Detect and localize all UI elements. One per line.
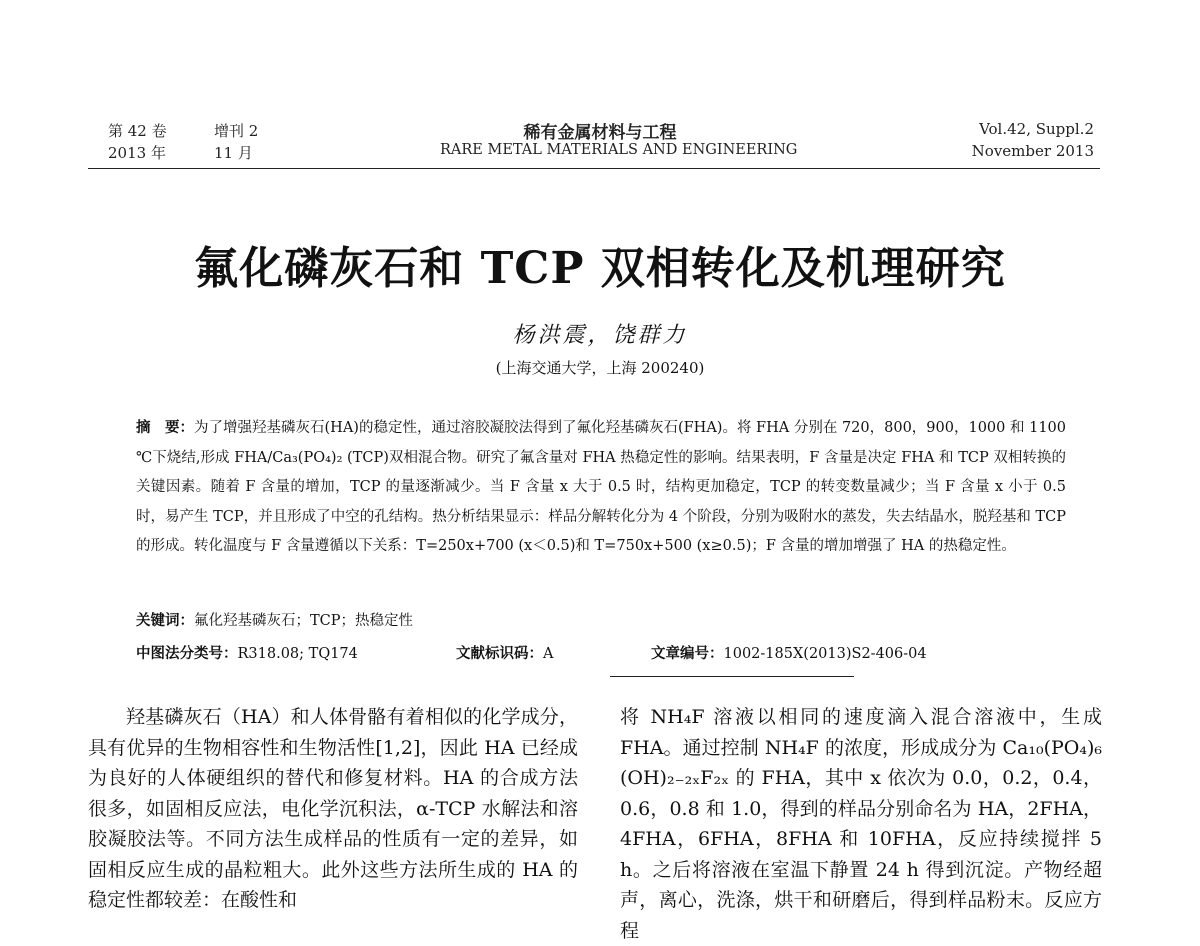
header-year: 2013 年 [108,144,166,162]
body-right-column [620,702,1102,942]
document-code [456,642,553,663]
paper-title: 氟化磷灰石和 TCP 双相转化及机理研究 [194,243,1006,294]
header-month: 11 月 [214,144,253,162]
document-code-label: 文献标识码： [456,645,543,662]
abstract-label: 摘 要： [136,419,195,436]
clc-number [136,642,358,663]
paper-authors: 杨洪震，饶群力 [512,323,688,348]
keywords [136,609,413,630]
clc-label: 中图法分类号： [136,645,238,662]
journal-title-en: RARE METAL MATERIALS AND ENGINEERING [440,142,798,158]
article-number-value: 1002-185X(2013)S2-406-04 [723,646,927,662]
article-number-label: 文章编号： [651,645,724,662]
section-divider [610,676,854,677]
body-left-column [88,702,578,929]
paper-affiliation: (上海交通大学，上海 200240) [495,359,705,377]
abstract [136,413,1066,562]
journal-title-cn: 稀有金属材料与工程 [523,123,677,143]
header-date-en: November 2013 [971,142,1094,160]
document-code-value: A [543,646,554,662]
keywords-text: 氟化羟基磷灰石；TCP；热稳定性 [194,613,414,629]
clc-value: R318.08; TQ174 [237,646,358,662]
header-divider [88,168,1100,169]
header-volume: 第 42 卷 [108,122,167,140]
body-right-paragraph: 将 NH₄F 溶液以相同的速度滴入混合溶液中，生成 FHA。通过控制 NH₄F 的浓度，形成成分为 Ca₁₀(PO₄)₆ (OH)₂₋₂ₓF₂ₓ 的 FHA，其中 x 依次为 0.0，0.2，0.4，0.6，0.8 和 1.0，得到的样品分别命名为 HA，2FHA，4FHA，6FHA，8FHA 和 10FHA，反应持续搅拌 5 h。之后将溶液在室温下静置 24 h 得到沉淀。产物经超声，离心，洗涤，烘干和研磨后，得到样品粉末。反应方程 [620,706,1102,942]
header-volume-en: Vol.42, Suppl.2 [979,120,1094,138]
article-number [651,642,927,663]
body-left-paragraph: 羟基磷灰石（HA）和人体骨骼有着相似的化学成分，具有优异的生物相容性和生物活性[1,2]，因此 HA 已经成为良好的人体硬组织的替代和修复材料。HA 的合成方法很多，如固相反应法，电化学沉积法，α-TCP 水解法和溶胶凝胶法等。不同方法生成样品的性质有一定的差异，如固相反应生成的晶粒粗大。此外这些方法所生成的 HA 的稳定性都较差：在酸性和 [88,706,578,911]
abstract-text: 为了增强羟基磷灰石(HA)的稳定性，通过溶胶凝胶法得到了氟化羟基磷灰石(FHA)。将 FHA 分别在 720，800，900，1000 和 1100 ℃下烧结,形成 FHA/Ca₃(PO₄)₂ (TCP)双相混合物。研究了氟含量对 FHA 热稳定性的影响。结果表明，F 含量是决定 FHA 和 TCP 双相转换的关键因素。随着 F 含量的增加，TCP 的量逐渐减少。当 F 含量 x 大于 0.5 时，结构更加稳定，TCP 的转变数量减少；当 F 含量 x 小于 0.5 时，易产生 TCP，并且形成了中空的孔结构。热分析结果显示：样品分解转化分为 4 个阶段，分别为吸附水的蒸发，失去结晶水，脱羟基和 TCP 的形成。转化温度与 F 含量遵循以下关系：T=250x+700 (x＜0.5)和 T=750x+500 (x≥0.5)；F 含量的增加增强了 HA 的热稳定性。 [136,420,1067,554]
header-supplement: 增刊 2 [214,122,259,140]
keywords-label: 关键词： [136,612,194,629]
